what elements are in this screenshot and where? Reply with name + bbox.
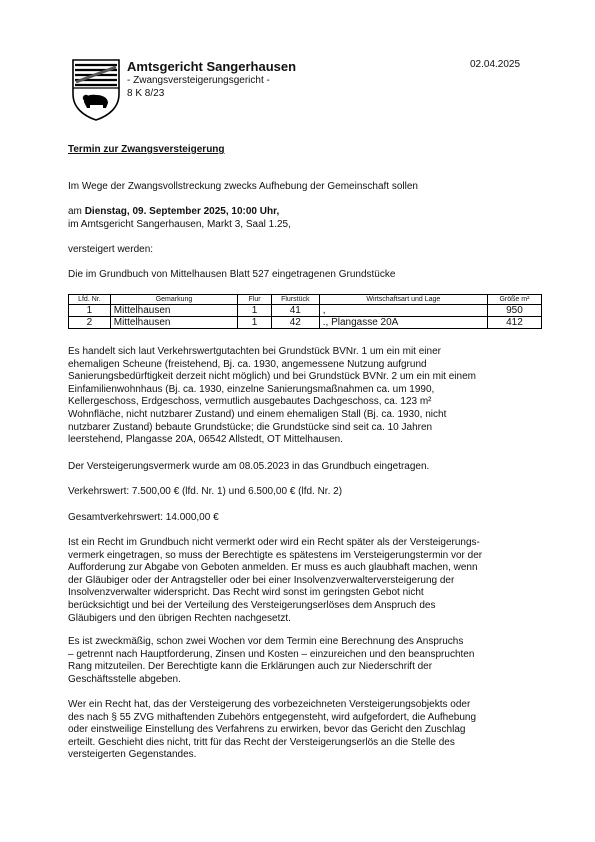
text-line: Geschäftsstelle abgeben. — [68, 673, 181, 685]
court-subtitle: - Zwangsversteigerungsgericht - — [127, 75, 270, 86]
appointment-date — [68, 206, 530, 219]
text-line: Einfamilienwohnhaus (Bj. ca. 1930, einzelne Sanierungsmaßnahmen ca. um 1990, — [68, 383, 435, 395]
col-flur: Flur — [238, 295, 272, 305]
text-line: versteigerten Gegenstandes. — [68, 749, 197, 761]
cell-lfd-nr: 1 — [69, 305, 111, 317]
intro-text: Im Wege der Zwangsvollstreckung zwecks Aufhebung der Gemeinschaft sollen — [68, 181, 418, 192]
text-line: erteilt. Geschieht dies nicht, tritt für das Recht der Versteigerungserlös an die Stelle des — [68, 736, 455, 748]
case-number: 8 K 8/23 — [127, 88, 165, 99]
text-line: Rang mitzuteilen. Der Berechtigte kann die Erklärungen auch zur Niederschrift der — [68, 661, 433, 673]
appointment-location: im Amtsgericht Sangerhausen, Markt 3, Saal 1.25, — [68, 219, 291, 230]
text-line: – getrennt nach Hauptforderung, Zinsen und Kosten – einzureichen und den beanspruchten — [68, 648, 475, 660]
plots-table — [68, 294, 542, 329]
table-row — [69, 317, 542, 329]
description-paragraph — [68, 346, 530, 447]
appointment-datetime: Dienstag, 09. September 2025, 10:00 Uhr, — [84, 206, 280, 217]
gesamtverkehrswert-text: Gesamtverkehrswert: 14.000,00 € — [68, 512, 219, 523]
rights-paragraph — [68, 537, 530, 625]
col-wirtschaftsart: Wirtschaftsart und Lage — [319, 295, 487, 305]
cell-flurstueck: 41 — [271, 305, 319, 317]
text-line: Wohnfläche, nicht nutzbarer Zustand) und einem ehemaligen Stall (Bj. ca. 1930, nicht — [68, 408, 447, 420]
vermerk-text: Der Versteigerungsvermerk wurde am 08.05.2023 in das Grundbuch eingetragen. — [68, 461, 430, 472]
objection-paragraph — [68, 699, 530, 762]
text-line: Es handelt sich laut Verkehrswertgutachten bei Grundstück BVNr. 1 um ein mit einer — [68, 346, 441, 357]
cell-flur: 1 — [238, 305, 272, 317]
text-line: Sanierungsbedürftigkeit derzeit nicht möglich) und bei Grundstück BVNr. 2 um ein mit einem — [68, 371, 476, 383]
document-date: 02.04.2025 — [470, 59, 521, 70]
appointment-prefix: am — [68, 206, 82, 217]
col-lfd-nr: Lfd. Nr. — [69, 295, 111, 305]
text-line: Ist ein Recht im Grundbuch nicht vermerkt oder wird ein Recht später als der Versteigerungs- — [68, 537, 480, 548]
text-line: leerstehend, Plangasse 20A, 06542 Allstedt, OT Mittelhausen. — [68, 434, 343, 446]
text-line: berücksichtigt und bei der Verteilung des Versteigerungserlöses dem Anspruch des — [68, 599, 436, 611]
court-name: Amtsgericht Sangerhausen — [127, 59, 297, 74]
text-line: oder einstweilige Einstellung des Verfahrens zu erwirken, bevor das Gericht den Zuschlag — [68, 724, 466, 736]
cell-flurstueck: 42 — [271, 317, 319, 329]
table-row — [69, 305, 542, 317]
text-line: vermerk eingetragen, so muss der Berechtigte es spätestens im Versteigerungstermin vor der — [68, 549, 483, 561]
cell-wirtschaftsart: ., Plangasse 20A — [319, 317, 487, 329]
cell-groesse: 950 — [487, 305, 541, 317]
auctioned-text: versteigert werden: — [68, 244, 154, 255]
text-line: ehemaligen Scheune (freistehend, Bj. ca. 1930, angemessene Nutzung aufgrund — [68, 358, 427, 370]
cell-gemarkung: Mittelhausen — [110, 317, 237, 329]
col-flurstueck: Flurstück — [271, 295, 319, 305]
text-line: Wer ein Recht hat, das der Versteigerung des vorbezeichneten Versteigerungsobjekts oder — [68, 699, 471, 710]
text-line: Kellergeschoss, Erdgeschoss, vermutlich ausgebautes Dachgeschoss, ca. 123 m² — [68, 396, 432, 408]
text-line: des nach § 55 ZVG mithaftenden Zubehörs entgegensteht, wird aufgefordert, die Aufhebung — [68, 711, 477, 723]
table-header-row — [69, 295, 542, 305]
col-groesse: Größe m² — [487, 295, 541, 305]
col-gemarkung: Gemarkung — [110, 295, 237, 305]
cell-lfd-nr: 2 — [69, 317, 111, 329]
text-line: Gläubigers und den übrigen Rechten nachgesetzt. — [68, 612, 291, 624]
cell-gemarkung: Mittelhausen — [110, 305, 237, 317]
text-line: der Gläubiger oder der Antragsteller oder bei einer Insolvenzverwalterversteigerung der — [68, 574, 455, 586]
text-line: nutzbarer Zustand) bebaute Grundstücke; die Grundstücke sind seit ca. 10 Jahren — [68, 421, 433, 433]
text-line: Insolvenzverwalter widerspricht. Das Recht wird sonst im geringsten Gebot nicht — [68, 587, 424, 599]
cell-wirtschaftsart: , — [319, 305, 487, 317]
verkehrswert-text: Verkehrswert: 7.500,00 € (lfd. Nr. 1) und 6.500,00 € (lfd. Nr. 2) — [68, 486, 343, 497]
advice-paragraph — [68, 636, 530, 686]
document-title: Termin zur Zwangsversteigerung — [68, 144, 225, 155]
court-crest-icon — [70, 58, 122, 122]
plots-intro: Die im Grundbuch von Mittelhausen Blatt 527 eingetragenen Grundstücke — [68, 269, 396, 280]
cell-groesse: 412 — [487, 317, 541, 329]
text-line: Aufforderung zur Abgabe von Geboten anmelden. Er muss es auch glaubhaft machen, wenn — [68, 562, 478, 574]
text-line: Es ist zweckmäßig, schon zwei Wochen vor dem Termin eine Berechnung des Anspruchs — [68, 636, 464, 647]
cell-flur: 1 — [238, 317, 272, 329]
